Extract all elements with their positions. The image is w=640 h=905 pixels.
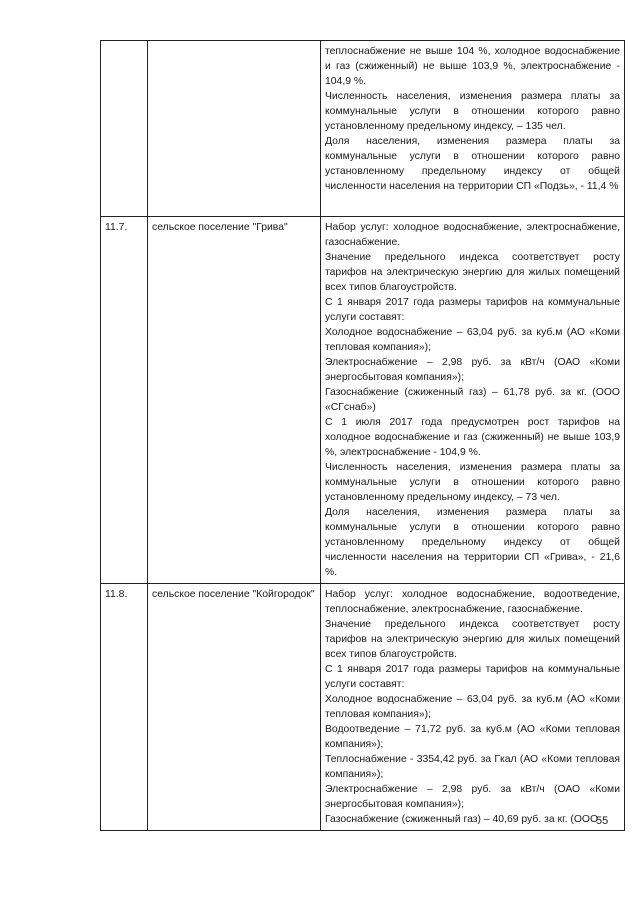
paragraph: Доля населения, изменения размера платы за коммунальные услуги в отношении которого равно установленному предельному индексу от общей численности населения на территории СП «Подзь», - 11,4 % [325,136,620,192]
paragraph: Набор услуг: холодное водоснабжение, водоотведение, теплоснабжение, электроснабжение, газоснабжение. [325,589,620,615]
paragraph: теплоснабжение не выше 104 %, холодное водоснабжение и газ (сжиженный) не выше 103,9 %, электроснабжение - 104,9 %. [325,46,620,87]
settlement-name-cell: сельское поселение "Койгородок" [148,584,321,831]
paragraph: Водоотведение – 71,72 руб. за куб.м (АО «Коми тепловая компания»); [325,724,620,750]
paragraph: Холодное водоснабжение – 63,04 руб. за куб.м (АО «Коми тепловая компания»); [325,327,620,353]
row-number-cell: 11.8. [101,584,148,831]
paragraph: Электроснабжение – 2,98 руб. за кВт/ч (ОАО «Коми энергосбытовая компания»); [325,357,620,383]
paragraph: Газоснабжение (сжиженный газ) – 61,78 руб. за кг. (ООО «СГснаб») [325,387,620,413]
description-cell [321,41,625,217]
paragraph: Теплоснабжение - 3354,42 руб. за Гкал (АО «Коми тепловая компания»); [325,754,620,780]
settlement-name-cell [148,41,321,217]
paragraph: С 1 января 2017 года размеры тарифов на коммунальные услуги составят: [325,297,620,323]
paragraph: Газоснабжение (сжиженный газ) – 40,69 руб. за кг. (ООО [325,814,599,825]
paragraph: Набор услуг: холодное водоснабжение, электроснабжение, газоснабжение. [325,222,620,248]
paragraph: Доля населения, изменения размера платы за коммунальные услуги в отношении которого равно установленному предельному индексу от общей численности населения на территории СП «Грива», - 21,6 %. [325,507,620,578]
table-row [101,217,625,584]
paragraph: Значение предельного индекса соответствует росту тарифов на электрическую энергию для жилых помещений всех типов благоустройств. [325,619,620,660]
settlement-name-cell: сельское поселение "Грива" [148,217,321,584]
page-number: 55 [596,815,609,827]
paragraph: Электроснабжение – 2,98 руб. за кВт/ч (ОАО «Коми энергосбытовая компания»); [325,784,620,810]
paragraph: Значение предельного индекса соответствует росту тарифов на электрическую энергию для жилых помещений всех типов благоустройств. [325,252,620,293]
paragraph: Численность населения, изменения размера платы за коммунальные услуги в отношении которого равно установленному предельному индексу, – 135 чел. [325,91,620,132]
row-number-cell [101,41,148,217]
description-cell [321,584,625,831]
row-number-cell: 11.7. [101,217,148,584]
table-row [101,584,625,831]
table-row [101,41,625,217]
paragraph: С 1 января 2017 года размеры тарифов на коммунальные услуги составят: [325,664,620,690]
paragraph: С 1 июля 2017 года предусмотрен рост тарифов на холодное водоснабжение и газ (сжиженный) не выше 103,9 %, электроснабжение - 104,9 %. [325,417,620,458]
paragraph: Численность населения, изменения размера платы за коммунальные услуги в отношении которого равно установленному предельному индексу, – 73 чел. [325,462,620,503]
description-cell [321,217,625,584]
tariff-table [100,40,625,831]
paragraph: Холодное водоснабжение – 63,04 руб. за куб.м (АО «Коми тепловая компания»); [325,694,620,720]
